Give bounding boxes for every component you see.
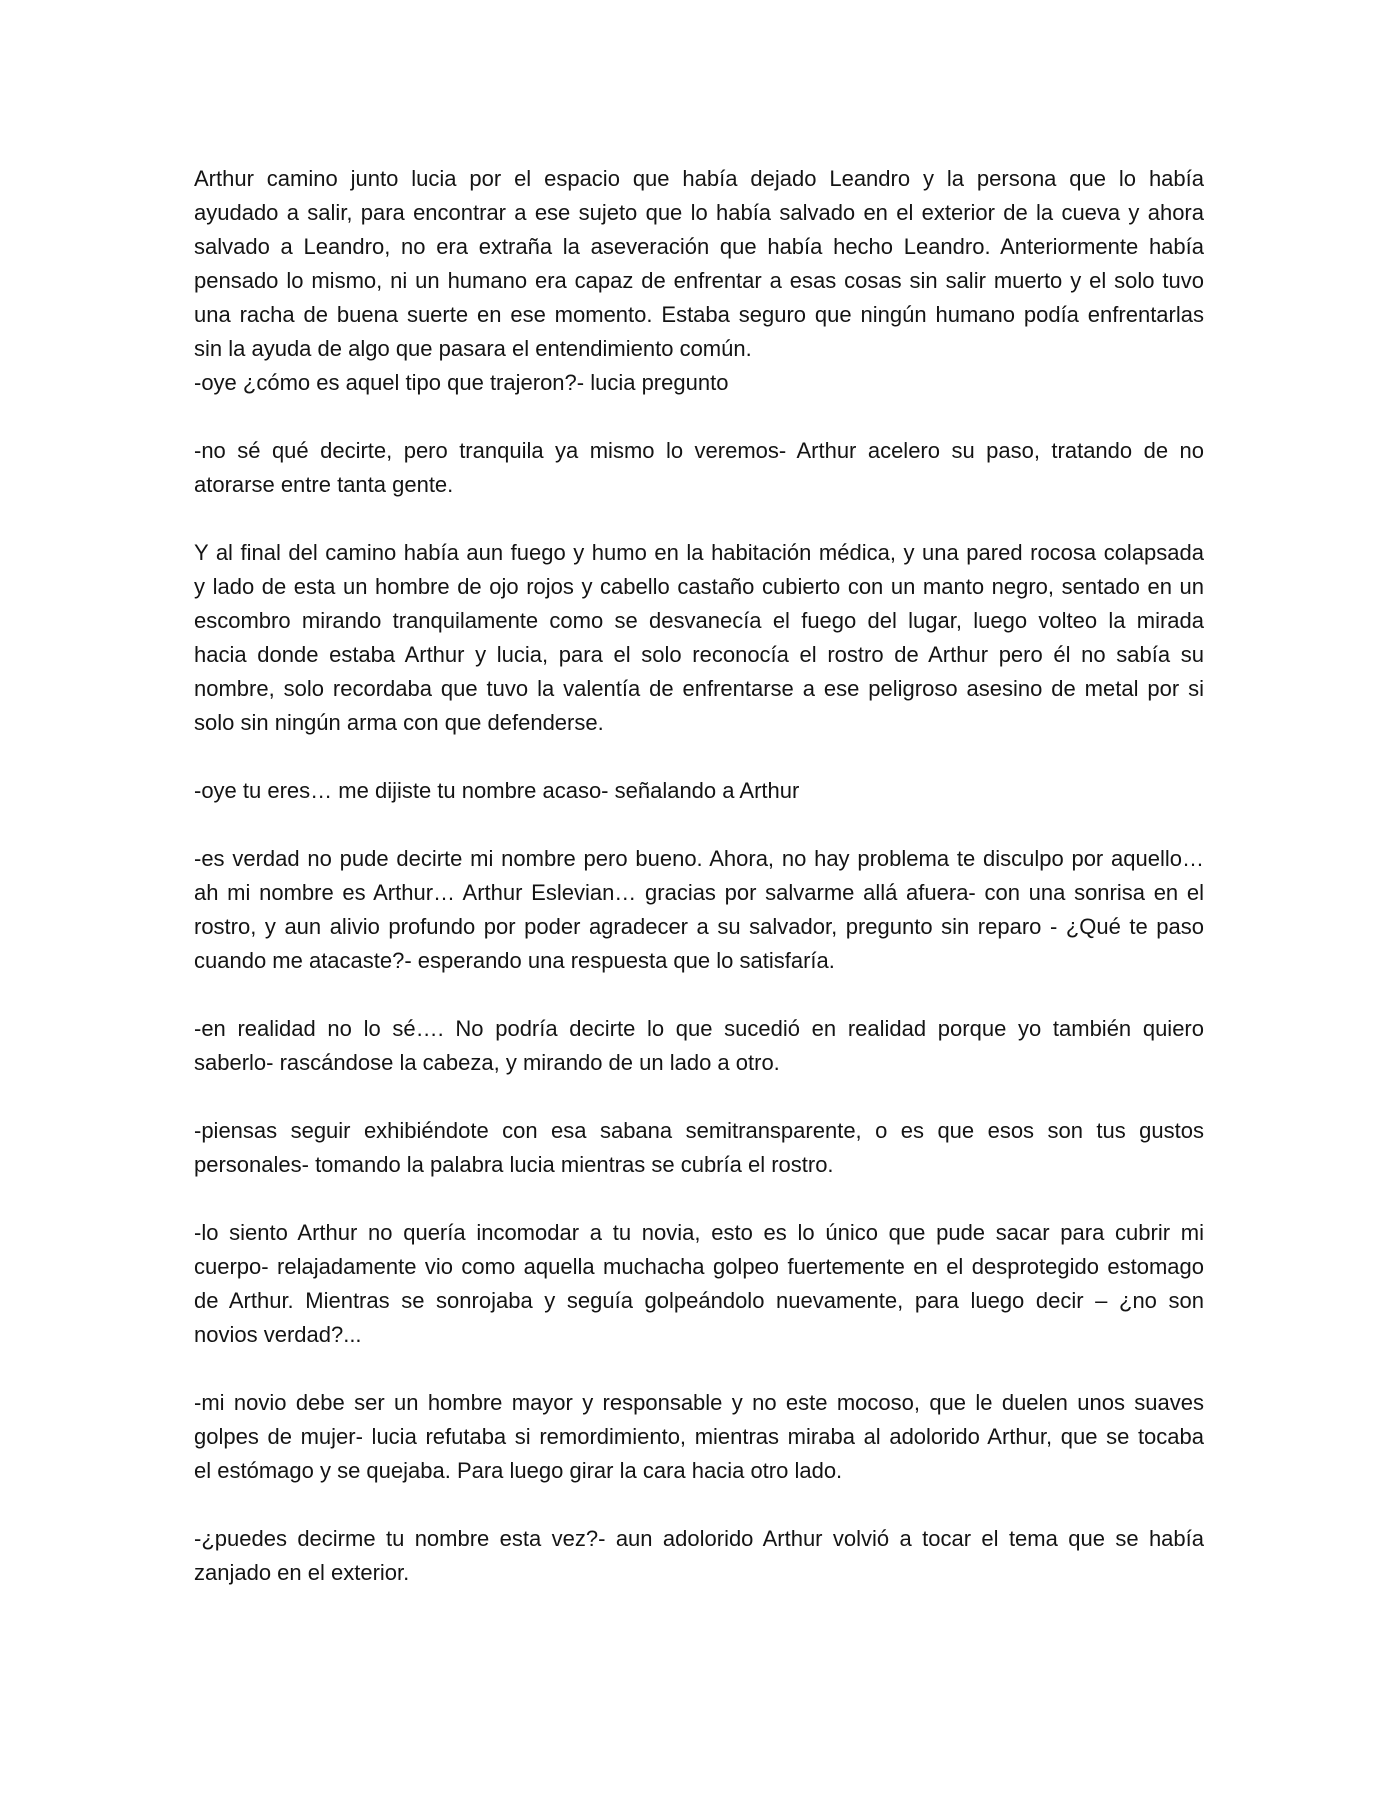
paragraph — [194, 1114, 1204, 1182]
text-line: ah mi nombre es Arthur… Arthur Eslevian… gracias por salvarme allá afuera- con una sonrisa en el — [194, 880, 1204, 905]
paragraph — [194, 1522, 1204, 1590]
text-line: salvado a Leandro, no era extraña la aseveración que había hecho Leandro. Anteriormente había — [194, 234, 1204, 259]
text-line: -lo siento Arthur no quería incomodar a tu novia, esto es lo único que pude sacar para cubrir mi — [194, 1220, 1204, 1245]
paragraph — [194, 1012, 1204, 1080]
text-line: Y al final del camino había aun fuego y humo en la habitación médica, y una pared rocosa colapsada — [194, 540, 1204, 565]
text-line: hacia donde estaba Arthur y lucia, para el solo reconocía el rostro de Arthur pero él no sabía su — [194, 642, 1204, 667]
text-line: novios verdad?... — [194, 1322, 362, 1347]
text-line: personales- tomando la palabra lucia mientras se cubría el rostro. — [194, 1152, 834, 1177]
text-line: zanjado en el exterior. — [194, 1560, 410, 1585]
text-line: -en realidad no lo sé…. No podría decirte lo que sucedió en realidad porque yo también quiero — [194, 1016, 1204, 1041]
paragraph — [194, 1216, 1204, 1352]
text-line: saberlo- rascándose la cabeza, y mirando de un lado a otro. — [194, 1050, 780, 1075]
text-line: una racha de buena suerte en ese momento. Estaba seguro que ningún humano podía enfrentarlas — [194, 302, 1204, 327]
text-line: -mi novio debe ser un hombre mayor y responsable y no este mocoso, que le duelen unos suaves — [194, 1390, 1204, 1415]
text-line: atorarse entre tanta gente. — [194, 472, 454, 497]
text-line: Arthur camino junto lucia por el espacio que había dejado Leandro y la persona que lo había — [194, 166, 1204, 191]
text-line: -oye tu eres… me dijiste tu nombre acaso- señalando a Arthur — [194, 778, 800, 803]
body-text — [194, 162, 1204, 1624]
text-line: cuerpo- relajadamente vio como aquella muchacha golpeo fuertemente en el desprotegido estomago — [194, 1254, 1204, 1279]
text-line: -¿puedes decirme tu nombre esta vez?- aun adolorido Arthur volvió a tocar el tema que se había — [194, 1526, 1204, 1551]
text-line: rostro, y aun alivio profundo por poder agradecer a su salvador, pregunto sin reparo - ¿Qué te paso — [194, 914, 1204, 939]
paragraph — [194, 162, 1204, 366]
paragraph — [194, 1386, 1204, 1488]
text-line: nombre, solo recordaba que tuvo la valentía de enfrentarse a ese peligroso asesino de metal por si — [194, 676, 1204, 701]
text-line: -piensas seguir exhibiéndote con esa sabana semitransparente, o es que esos son tus gustos — [194, 1118, 1204, 1143]
paragraph — [194, 842, 1204, 978]
paragraph — [194, 366, 1204, 400]
paragraph — [194, 434, 1204, 502]
text-line: ayudado a salir, para encontrar a ese sujeto que lo había salvado en el exterior de la cueva y ahora — [194, 200, 1204, 225]
text-line: de Arthur. Mientras se sonrojaba y seguía golpeándolo nuevamente, para luego decir – ¿no son — [194, 1288, 1204, 1313]
paragraph — [194, 536, 1204, 740]
text-line: sin la ayuda de algo que pasara el entendimiento común. — [194, 336, 752, 361]
text-line: cuando me atacaste?- esperando una respuesta que lo satisfaría. — [194, 948, 835, 973]
text-line: golpes de mujer- lucia refutaba si remordimiento, mientras miraba al adolorido Arthur, que se tocaba — [194, 1424, 1204, 1449]
text-line: -es verdad no pude decirte mi nombre pero bueno. Ahora, no hay problema te disculpo por aquello… — [194, 846, 1204, 871]
text-line: el estómago y se quejaba. Para luego girar la cara hacia otro lado. — [194, 1458, 843, 1483]
paragraph — [194, 774, 1204, 808]
text-line: solo sin ningún arma con que defenderse. — [194, 710, 604, 735]
text-line: -oye ¿cómo es aquel tipo que trajeron?- lucia pregunto — [194, 370, 729, 395]
text-line: escombro mirando tranquilamente como se desvanecía el fuego del lugar, luego volteo la mirada — [194, 608, 1204, 633]
text-line: pensado lo mismo, ni un humano era capaz de enfrentar a esas cosas sin salir muerto y el solo tuvo — [194, 268, 1204, 293]
text-line: -no sé qué decirte, pero tranquila ya mismo lo veremos- Arthur acelero su paso, tratando de no — [194, 438, 1204, 463]
text-line: y lado de esta un hombre de ojo rojos y cabello castaño cubierto con un manto negro, sentado en un — [194, 574, 1204, 599]
